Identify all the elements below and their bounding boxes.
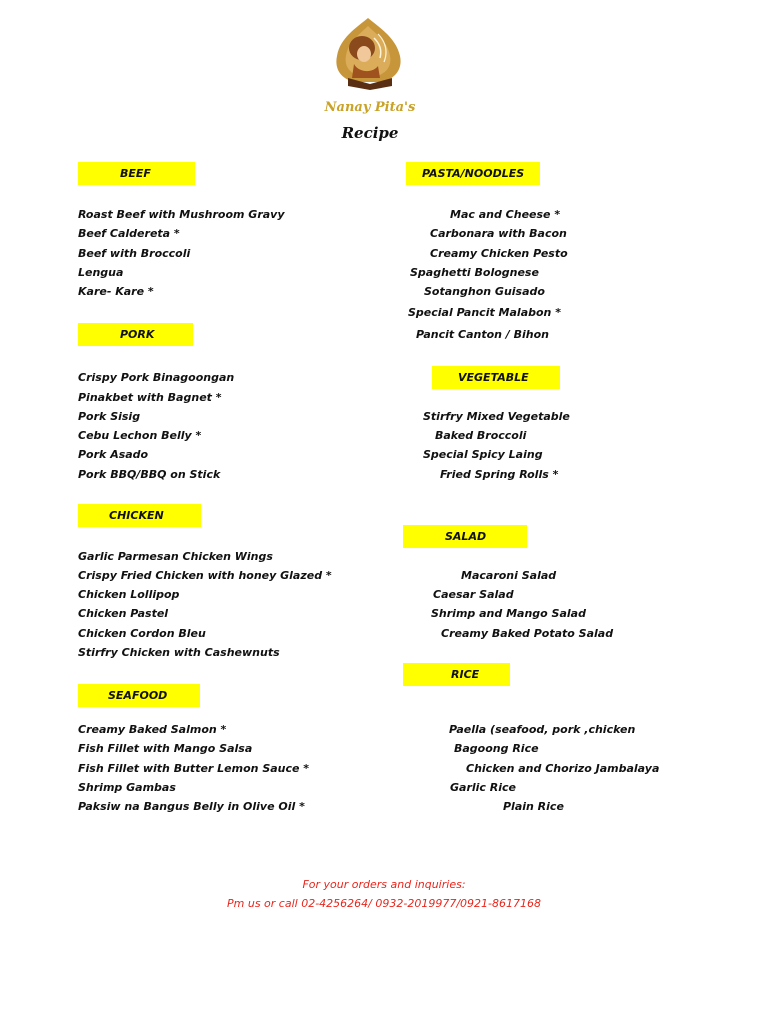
section-header-pork: PORK xyxy=(78,323,193,346)
menu-item: Pinakbet with Bagnet * xyxy=(78,391,222,404)
menu-item: Beef Caldereta * xyxy=(78,227,180,240)
section-header-pasta: PASTA/NOODLES xyxy=(406,162,540,185)
menu-item: Crispy Fried Chicken with honey Glazed * xyxy=(78,569,332,582)
menu-item: Baked Broccoli xyxy=(435,429,527,442)
section-header-salad: SALAD xyxy=(403,525,527,548)
menu-item: Crispy Pork Binagoongan xyxy=(78,371,235,384)
menu-item: Chicken Cordon Bleu xyxy=(78,627,206,640)
menu-item: Stirfry Mixed Vegetable xyxy=(423,410,570,423)
menu-item: Cebu Lechon Belly * xyxy=(78,429,202,442)
menu-item: Creamy Baked Salmon * xyxy=(78,723,227,736)
menu-item: Paksiw na Bangus Belly in Olive Oil * xyxy=(78,800,305,813)
chef-logo-icon xyxy=(330,14,406,92)
menu-item: Fish Fillet with Mango Salsa xyxy=(78,742,253,755)
menu-item: Lengua xyxy=(78,266,124,279)
brand-name: Nanay Pita's xyxy=(324,100,416,115)
menu-item: Macaroni Salad xyxy=(461,569,557,582)
menu-item: Sotanghon Guisado xyxy=(424,285,545,298)
menu-item: Shrimp Gambas xyxy=(78,781,176,794)
menu-item: Shrimp and Mango Salad xyxy=(431,607,586,620)
menu-item: Bagoong Rice xyxy=(454,742,539,755)
section-header-seafood: SEAFOOD xyxy=(78,684,200,707)
menu-item: Carbonara with Bacon xyxy=(430,227,567,240)
menu-item: Paella (seafood, pork ,chicken xyxy=(449,723,636,736)
menu-item: Plain Rice xyxy=(503,800,564,813)
menu-item: Garlic Rice xyxy=(450,781,516,794)
menu-item: Kare- Kare * xyxy=(78,285,154,298)
section-header-vegetable: VEGETABLE xyxy=(432,366,560,389)
menu-item: Pancit Canton / Bihon xyxy=(416,328,550,341)
footer-inquiries: For your orders and inquiries: xyxy=(302,878,466,891)
menu-item: Chicken and Chorizo Jambalaya xyxy=(466,762,660,775)
footer-contact: Pm us or call 02-4256264/ 0932-2019977/0921-8617168 xyxy=(227,897,541,910)
menu-item: Fish Fillet with Butter Lemon Sauce * xyxy=(78,762,310,775)
menu-item: Pork BBQ/BBQ on Stick xyxy=(78,468,221,481)
section-header-rice: RICE xyxy=(403,663,510,686)
menu-item: Spaghetti Bolognese xyxy=(410,266,539,279)
menu-item: Chicken Lollipop xyxy=(78,588,180,601)
menu-item: Garlic Parmesan Chicken Wings xyxy=(78,550,273,563)
menu-item: Caesar Salad xyxy=(433,588,514,601)
menu-item: Mac and Cheese * xyxy=(450,208,561,221)
brand-subtitle: Recipe xyxy=(341,124,399,142)
menu-item: Creamy Baked Potato Salad xyxy=(441,627,614,640)
menu-item: Pork Sisig xyxy=(78,410,141,423)
menu-item: Roast Beef with Mushroom Gravy xyxy=(78,208,285,221)
menu-item: Fried Spring Rolls * xyxy=(440,468,559,481)
menu-item: Creamy Chicken Pesto xyxy=(430,247,568,260)
menu-item: Stirfry Chicken with Cashewnuts xyxy=(78,646,280,659)
menu-item: Pork Asado xyxy=(78,448,149,461)
menu-item: Beef with Broccoli xyxy=(78,247,191,260)
section-header-beef: BEEF xyxy=(78,162,195,185)
section-header-chicken: CHICKEN xyxy=(78,504,201,527)
menu-item: Special Pancit Malabon * xyxy=(408,306,561,319)
menu-item: Special Spicy Laing xyxy=(423,448,543,461)
menu-item: Chicken Pastel xyxy=(78,607,169,620)
